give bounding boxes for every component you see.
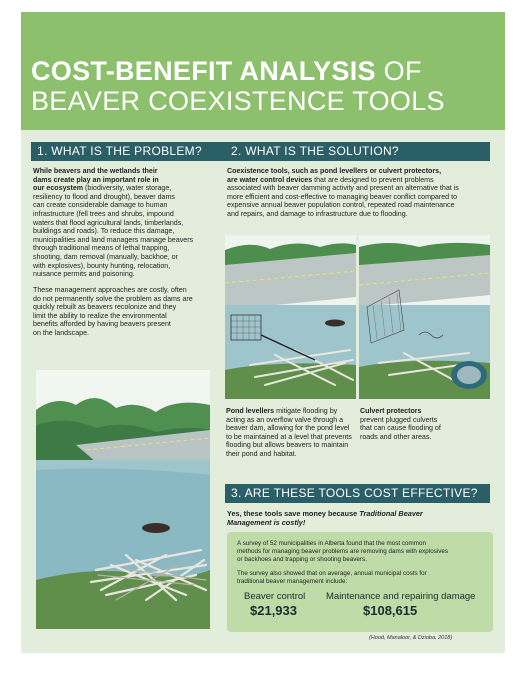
section1-heading: 1. WHAT IS THE PROBLEM? [31, 142, 228, 161]
leveller-caption-line [226, 407, 358, 416]
title-bold: COST-BENEFIT ANALYSIS [31, 56, 376, 86]
section2-intro [227, 167, 497, 219]
section1-p1-line [33, 193, 233, 202]
leveller-caption-text: mitigate flooding by [274, 407, 338, 415]
cost-label-beaver-control: Beaver control [244, 591, 306, 602]
survey1-line: or backhoes and trapping or shooting beavers. [237, 556, 367, 563]
section3-lead-text: Yes, these tools save money because [227, 509, 360, 518]
section1-p1-line [33, 184, 233, 193]
leveller-caption-line [226, 450, 358, 459]
section2-intro-line [227, 176, 497, 185]
culvert-caption-text: that can cause flooding of [360, 424, 441, 433]
section1-paragraph-2 [33, 286, 233, 338]
pond-leveller-illustration [225, 235, 356, 399]
section2-intro-line [227, 167, 497, 176]
section1-p1-text: can create considerable damage to human [33, 201, 168, 210]
section1-p1-line [33, 253, 233, 262]
survey-text-1 [237, 540, 487, 564]
section1-p2-line: do not permanently solve the problem as dams are [33, 294, 193, 303]
leveller-caption-line [226, 441, 358, 450]
section3-heading: 3. ARE THESE TOOLS COST EFFECTIVE? [225, 484, 490, 503]
section1-p1-line [33, 262, 233, 271]
section2-intro-text: more efficient and cost-effective to managing beaver conflict compared to [227, 192, 458, 201]
section1-p1-text: through traditional means of lethal trapping, [33, 244, 170, 253]
survey-text-2 [237, 570, 487, 586]
section1-p1-line [33, 201, 233, 210]
section1-p2-line: benefits afforded by having beavers present [33, 320, 171, 329]
title-of: OF [375, 56, 422, 86]
section1-p2-line: These management approaches are costly, often [33, 286, 187, 294]
culvert-caption-line [360, 407, 490, 416]
section1-p1-bold: dams create play an important role in [33, 175, 159, 184]
section1-p1-line [33, 167, 233, 176]
section1-p1-line [33, 219, 233, 228]
section1-p1-text: resiliency to flood and drought), beaver dams [33, 192, 175, 201]
cost-value-maintenance: $108,615 [363, 603, 418, 618]
title-line-2: BEAVER COEXISTENCE TOOLS [31, 86, 445, 116]
leveller-caption-bold: Pond levellers [226, 407, 275, 415]
section2-intro-text: and repairs, and damage to infrastructure due to flooding. [227, 209, 408, 218]
culvert-protector-illustration [359, 235, 490, 399]
section1-paragraph-1 [33, 167, 233, 279]
section3-lead [227, 510, 495, 527]
pond-leveller-caption [226, 407, 358, 459]
leveller-caption-line [226, 424, 358, 433]
survey2-line: traditional beaver management include: [237, 578, 348, 585]
citation: (Hood, Manaloor, & Dzioba, 2018) [369, 635, 453, 641]
section3-lead-italic-2: Management is costly! [227, 517, 306, 527]
section1-p1-text: waters that flood agricultural lands, timberlands, [33, 218, 184, 227]
section2-intro-text: that are designed to prevent problems [312, 175, 434, 184]
section1-p2-line: on the landscape. [33, 328, 90, 337]
beaver-dam-illustration [36, 370, 210, 629]
culvert-caption-line [360, 424, 490, 433]
section2-intro-bold: Coexistence tools, such as pond levellers or culvert protectors, [227, 167, 442, 175]
section2-intro-text: expensive annual beaver population control, repeated road maintenance [227, 201, 455, 210]
culvert-caption-bold: Culvert protectors [360, 407, 422, 415]
survey2-line: The survey also showed that on average, annual municipal costs for [237, 570, 427, 577]
leveller-caption-line [226, 433, 358, 442]
section2-intro-line [227, 210, 497, 219]
section1-p1-text: nuisance permits and poisoning. [33, 270, 135, 279]
leveller-caption-text: their pond and habitat. [226, 449, 297, 458]
section1-p1-text: shooting, dam removal (manually, backhoe, or [33, 252, 178, 261]
section1-p1-bold: our ecosystem [33, 184, 84, 193]
culvert-protector-caption [360, 407, 490, 441]
section2-heading: 2. WHAT IS THE SOLUTION? [225, 142, 490, 161]
section1-p1-line [33, 236, 233, 245]
leveller-caption-text: flooding but allows beavers to maintain [226, 441, 349, 450]
section1-p2-line: quickly rebuilt as beavers recolonize and they [33, 303, 177, 312]
culvert-caption-line [360, 416, 490, 425]
section1-p1-line [33, 210, 233, 219]
section1-p1-line [33, 244, 233, 253]
culvert-caption-text: prevent plugged culverts [360, 415, 438, 424]
section2-intro-line [227, 193, 497, 202]
section1-p1-bold: While beavers and the wetlands their [33, 167, 158, 175]
cost-value-beaver-control: $21,933 [250, 603, 297, 618]
section1-p2-line: limit the ability to realize the environmental [33, 311, 167, 320]
section1-p1-line [33, 176, 233, 185]
section3-lead-italic-1: Traditional Beaver [359, 509, 423, 518]
section1-p1-text: municipalities and land managers manage beavers [33, 235, 194, 244]
section2-intro-line [227, 184, 497, 193]
survey-box [227, 532, 493, 632]
leveller-caption-line [226, 416, 358, 425]
title-line-1 [31, 56, 422, 87]
culvert-caption-line [360, 433, 490, 442]
section1-p1-text: infrastructure (fell trees and shrubs, impound [33, 209, 174, 218]
section2-intro-bold: are water control devices [227, 175, 313, 184]
section1-p1-text: (biodiversity, water storage, [83, 184, 172, 193]
survey1-line: methods for managing beaver problems are removing dams with explosives [237, 548, 449, 555]
section1-p1-line [33, 227, 233, 236]
title-banner [21, 12, 505, 130]
survey1-line: A survey of 52 municipalities in Alberta found that the most common [237, 540, 427, 547]
cost-label-maintenance: Maintenance and repairing damage [326, 591, 476, 602]
section1-p1-text: buildings and roads). To reduce this damage, [33, 227, 175, 236]
section2-intro-line [227, 201, 497, 210]
leveller-caption-text: to be maintained at a level that prevents [226, 432, 352, 441]
poster [21, 12, 505, 653]
leveller-caption-text: beaver dam, allowing for the pond level [226, 424, 350, 433]
culvert-caption-text: roads and other areas. [360, 432, 432, 441]
section2-intro-text: associated with beaver damming activity and present an alternative that is [227, 184, 459, 193]
section1-p1-line [33, 270, 233, 279]
leveller-caption-text: acting as an overflow valve through a [226, 415, 344, 424]
section1-p1-text: with explosives), bounty hunting, relocation, [33, 261, 171, 270]
